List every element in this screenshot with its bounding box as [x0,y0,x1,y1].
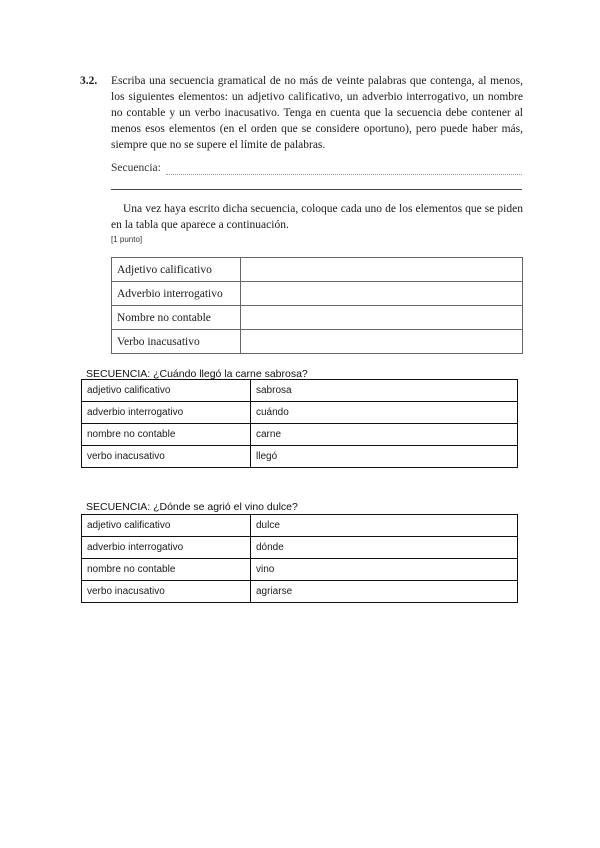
row-label: adverbio interrogativo [82,537,251,559]
row-label: Nombre no contable [112,306,241,330]
row-value: sabrosa [251,380,518,402]
row-label: adverbio interrogativo [82,402,251,424]
row-value: vino [251,559,518,581]
row-label: verbo inacusativo [82,446,251,468]
answer-1-title: SECUENCIA: ¿Cuándo llegó la carne sabrosa? [86,368,308,380]
table-row [82,515,518,537]
table-row [82,380,518,402]
row-label: adjetivo calificativo [82,515,251,537]
row-label: adjetivo calificativo [82,380,251,402]
blank-cell [241,258,523,282]
table-row [82,424,518,446]
row-label: verbo inacusativo [82,581,251,603]
sequence-answer-line [111,189,522,190]
table-row [82,537,518,559]
table-row [112,258,523,282]
question-number: 3.2. [80,75,98,87]
table-row [112,282,523,306]
question-text: Escriba una secuencia gramatical de no más de veinte palabras que contenga, al menos, los siguientes elementos: un adjetivo calificativo, un adverbio interrogativo, un nombre no contable y un verbo inacusativo. Tenga en cuenta que la secuencia debe contener al menos esos elementos (en el orden que se considere oportuno), pero puede haber más, siempre que no se supere el límite de palabras. [111,75,523,151]
row-value: dulce [251,515,518,537]
row-value: cuándo [251,402,518,424]
row-label: nombre no contable [82,424,251,446]
table-row [112,330,523,354]
row-label: Adverbio interrogativo [112,282,241,306]
instruction-text: Una vez haya escrito dicha secuencia, coloque cada uno de los elementos que se piden en la tabla que aparece a continuación. [111,203,523,231]
row-value: llegó [251,446,518,468]
table-row [82,581,518,603]
row-label: Adjetivo calificativo [112,258,241,282]
table-row [82,559,518,581]
answer-1-table [81,379,518,468]
blank-cell [241,330,523,354]
sequence-dotted-line [166,174,522,175]
table-row [82,402,518,424]
answer-2-title: SECUENCIA: ¿Dónde se agrió el vino dulce? [86,501,298,513]
answer-2-table [81,514,518,603]
row-label: Verbo inacusativo [112,330,241,354]
row-value: agriarse [251,581,518,603]
points-label: [1 punto] [111,235,143,244]
table-row [112,306,523,330]
sequence-label: Secuencia: [111,162,161,174]
blank-cell [241,282,523,306]
row-value: dónde [251,537,518,559]
row-label: nombre no contable [82,559,251,581]
row-value: carne [251,424,518,446]
blank-answer-table [111,257,523,354]
blank-cell [241,306,523,330]
table-row [82,446,518,468]
